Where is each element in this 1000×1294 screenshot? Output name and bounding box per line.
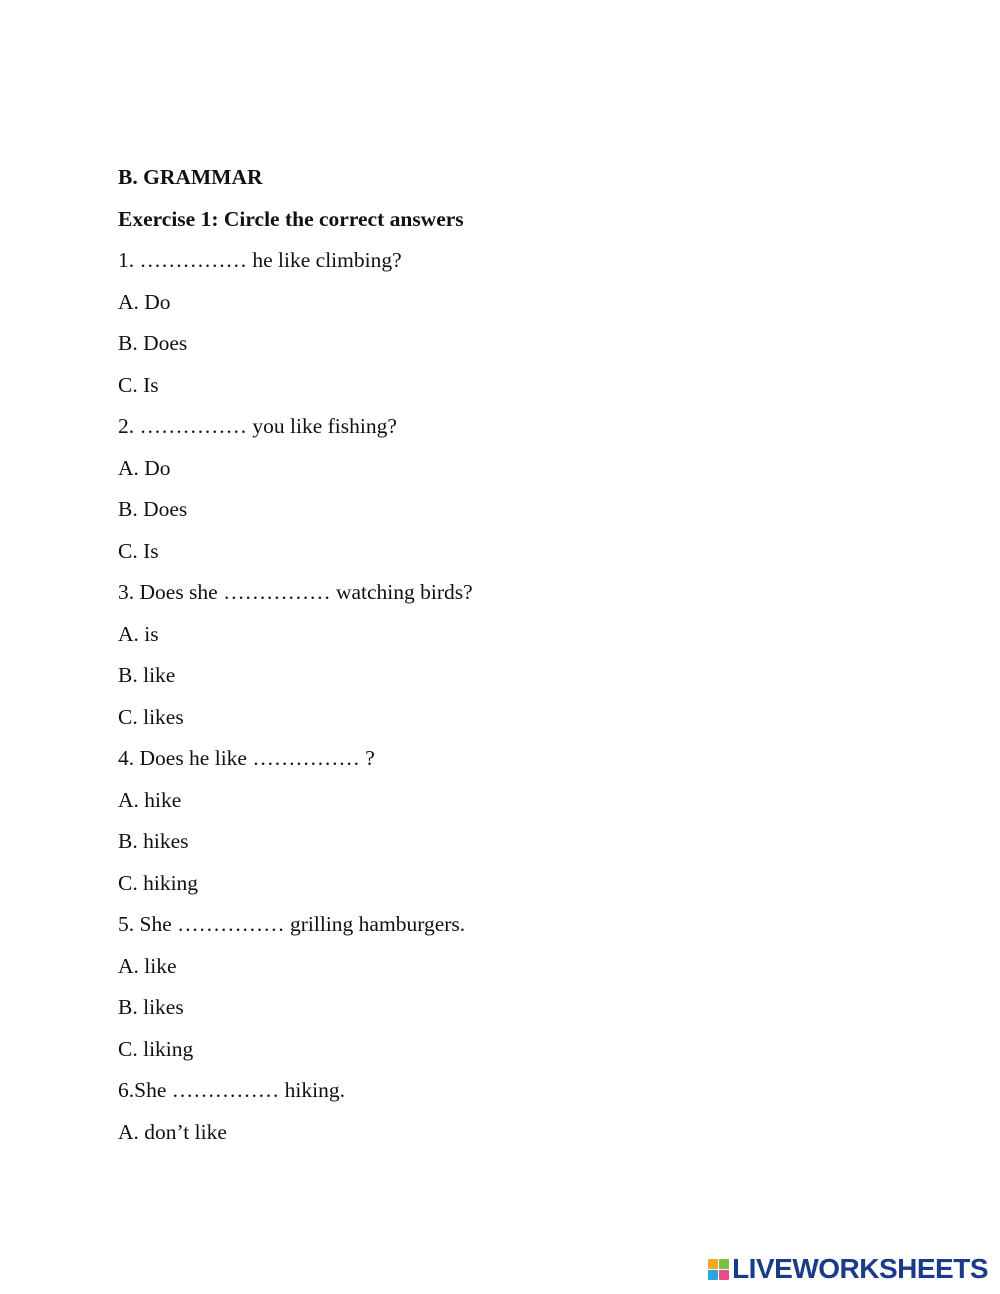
logo-tile-e bbox=[719, 1270, 729, 1280]
question-1-option-a[interactable]: A. Do bbox=[118, 289, 171, 314]
section-heading: B. GRAMMAR bbox=[118, 165, 263, 189]
question-2-option-c[interactable]: C. Is bbox=[118, 538, 159, 563]
question-1-option-c[interactable]: C. Is bbox=[118, 372, 159, 397]
exercise-title: Exercise 1: Circle the correct answers bbox=[118, 206, 464, 231]
worksheet-page bbox=[118, 157, 918, 1153]
liveworksheets-logo bbox=[708, 1254, 988, 1284]
logo-tiles-icon bbox=[708, 1259, 729, 1280]
question-5-option-a[interactable]: A. like bbox=[118, 953, 177, 978]
question-3-option-a[interactable]: A. is bbox=[118, 621, 159, 646]
logo-text: LIVEWORKSHEETS bbox=[732, 1253, 988, 1284]
logo-tile-l bbox=[708, 1259, 718, 1269]
question-4-option-c[interactable]: C. hiking bbox=[118, 870, 199, 895]
question-2-option-a[interactable]: A. Do bbox=[118, 455, 171, 480]
question-1-prompt: 1. …………… he like climbing? bbox=[118, 248, 402, 272]
question-6-prompt: 6.She …………… hiking. bbox=[118, 1078, 345, 1102]
question-5-prompt: 5. She …………… grilling hamburgers. bbox=[118, 912, 466, 936]
logo-tile-v bbox=[708, 1270, 718, 1280]
question-2-option-b[interactable]: B. Does bbox=[118, 497, 188, 521]
question-1-option-b[interactable]: B. Does bbox=[118, 331, 188, 355]
question-5-option-b[interactable]: B. likes bbox=[118, 995, 184, 1019]
question-2-prompt: 2. …………… you like fishing? bbox=[118, 414, 397, 438]
question-3-prompt: 3. Does she …………… watching birds? bbox=[118, 580, 473, 604]
question-6-option-a[interactable]: A. don’t like bbox=[118, 1119, 227, 1144]
question-4-prompt: 4. Does he like …………… ? bbox=[118, 746, 375, 770]
question-3-option-c[interactable]: C. likes bbox=[118, 704, 184, 729]
question-5-option-c[interactable]: C. liking bbox=[118, 1036, 194, 1061]
question-3-option-b[interactable]: B. like bbox=[118, 663, 176, 687]
question-4-option-b[interactable]: B. hikes bbox=[118, 829, 189, 853]
question-4-option-a[interactable]: A. hike bbox=[118, 787, 182, 812]
logo-tile-i bbox=[719, 1259, 729, 1269]
